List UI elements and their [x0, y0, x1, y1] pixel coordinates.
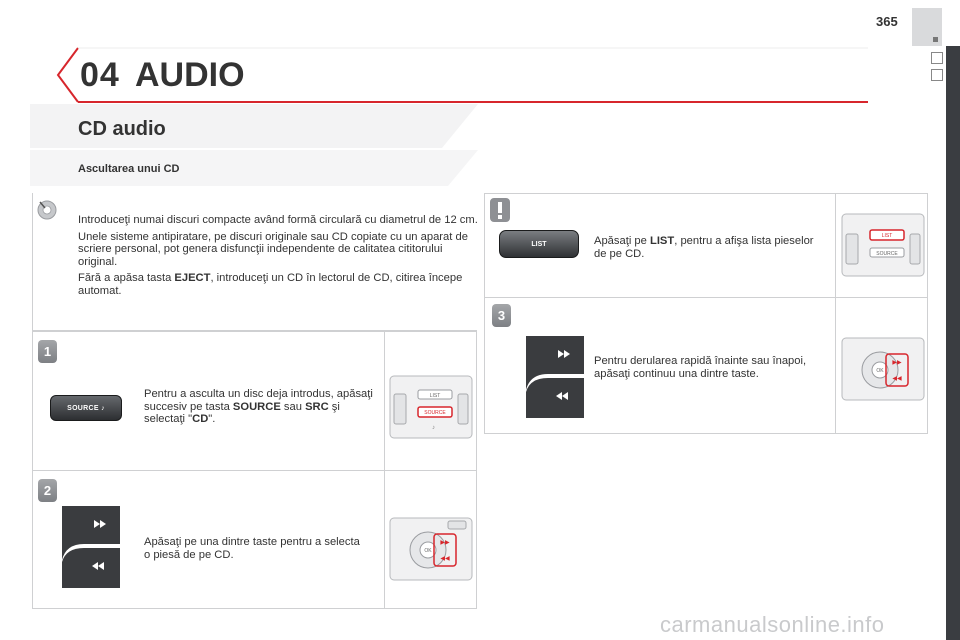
section-title: CD audio [78, 118, 166, 140]
step-2-text: Apăsaţi pe una dintre taste pentru a selecta o piesă de pe CD. [144, 536, 360, 561]
radio-panel-list-illustration [840, 212, 926, 278]
radio-panel-seek-illustration [840, 336, 926, 402]
divider [835, 193, 836, 298]
svg-text:▶▶: ▶▶ [892, 360, 902, 366]
svg-text:SOURCE: SOURCE [876, 251, 898, 257]
intro-text [78, 214, 478, 301]
radio-panel-seek-illustration [388, 516, 474, 582]
intro-paragraph: Unele sisteme antipiratare, pe discuri originale sau CD copiate cu un aparat de scriere personal, pot genera disfuncţii independente de calitatea cititorului original. [78, 230, 468, 268]
intro-paragraph: Introduceţi numai discuri compacte având formă circulară cu diametrul de 12 cm. [78, 214, 478, 226]
intro-paragraph: Fără a apăsa tasta EJECT, introduceţi un CD în lectorul de CD, citirea începe automat. [78, 272, 463, 297]
svg-text:OK: OK [424, 548, 432, 554]
svg-text:LIST: LIST [429, 393, 441, 399]
svg-text:◀◀: ◀◀ [892, 376, 902, 382]
page-number: 365 [876, 14, 898, 29]
svg-text:LIST: LIST [881, 233, 893, 239]
chapter-number: 04 [80, 56, 120, 94]
chapter-title: AUDIO [135, 56, 245, 94]
step-badge: 3 [492, 304, 511, 327]
side-box [931, 69, 943, 81]
svg-text:♪: ♪ [432, 425, 435, 431]
svg-text:◀◀: ◀◀ [440, 556, 450, 562]
side-bar [946, 46, 960, 640]
divider [384, 471, 385, 609]
list-step-text: Apăsaţi pe LIST, pentru a afişa lista pieselor de pe CD. [594, 235, 814, 260]
step-1-text: Pentru a asculta un disc deja introdus, apăsaţi succesiv pe tasta SOURCE sau SRC şi selectaţi "CD". [144, 388, 373, 425]
seek-buttons [54, 504, 122, 590]
step-badge: 1 [38, 340, 57, 363]
cd-disc-icon [36, 199, 58, 221]
radio-panel-source-illustration [388, 374, 474, 440]
side-box [931, 52, 943, 64]
watermark: carmanualsonline.info [660, 612, 885, 637]
source-button: SOURCE ♪ [50, 395, 122, 421]
seek-buttons [518, 334, 586, 420]
svg-text:OK: OK [876, 368, 884, 374]
step-badge: 2 [38, 479, 57, 502]
divider [835, 298, 836, 434]
step-3-text: Pentru derularea rapidă înainte sau înapoi, apăsaţi continuu una dintre taste. [594, 355, 807, 380]
exclamation-icon [490, 198, 512, 224]
divider [384, 331, 385, 471]
section-subtitle: Ascultarea unui CD [78, 163, 180, 175]
svg-text:▶▶: ▶▶ [440, 540, 450, 546]
list-button: LIST [499, 230, 579, 258]
svg-text:SOURCE: SOURCE [424, 410, 446, 416]
